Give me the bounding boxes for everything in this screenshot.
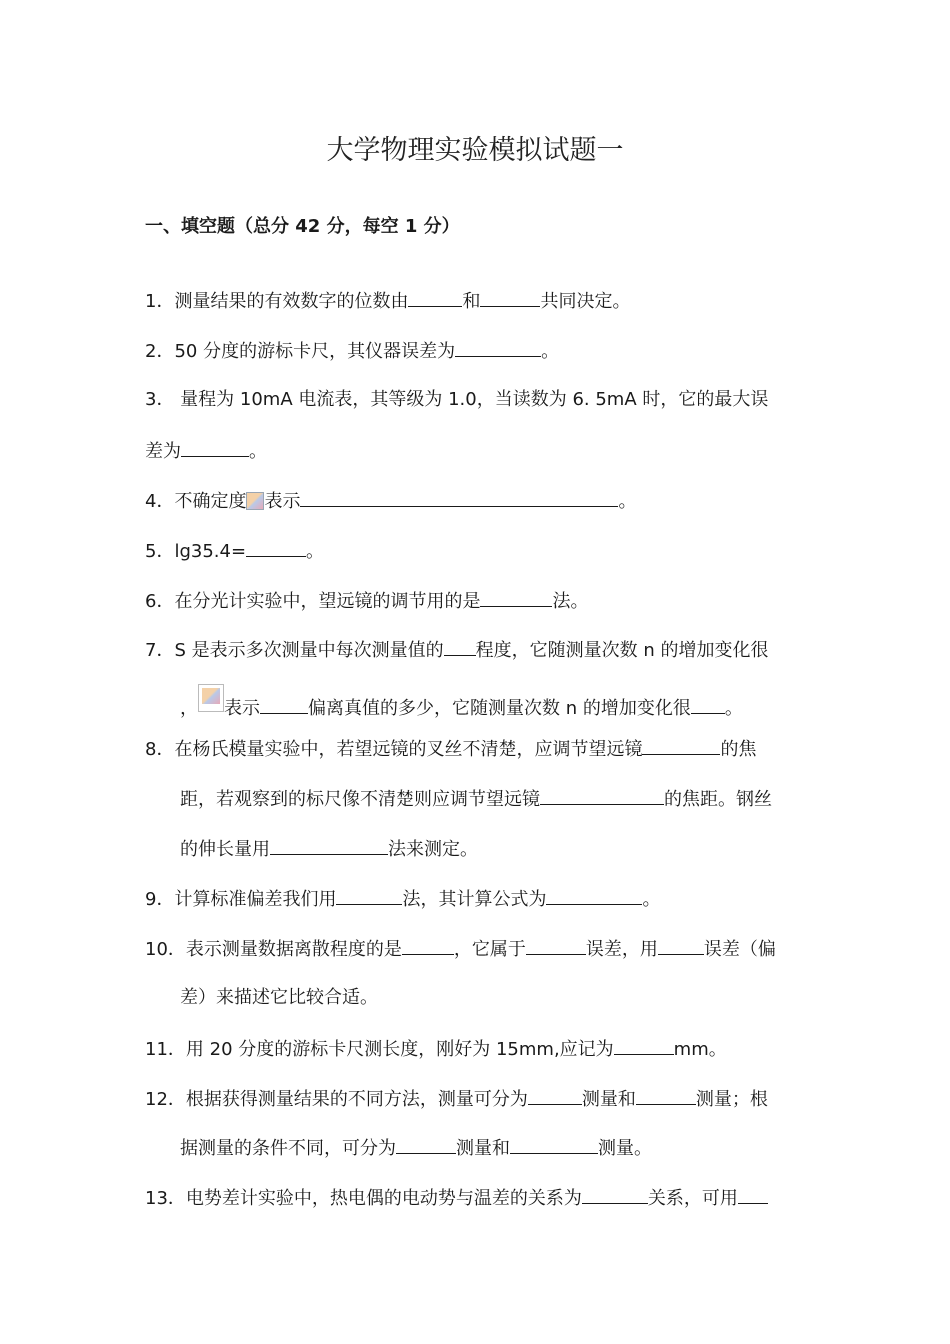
question-3: 3． 量程为 10mA 电流表，其等级为 1.0，当读数为 6. 5mA 时，它的最大误 [145, 389, 769, 410]
question-number: 3． [145, 389, 175, 410]
answer-blank[interactable] [636, 1086, 696, 1105]
answer-blank[interactable] [181, 438, 249, 457]
question-number: 11． [145, 1039, 186, 1060]
answer-blank[interactable] [444, 637, 476, 656]
question-8-continued-2: 的伸长量用 法来测定。 [180, 836, 478, 862]
question-7-continued: ， 表示 偏离真值的多少，它随测量次数 n 的增加变化很 。 [180, 684, 743, 721]
question-number: 6． [145, 591, 175, 612]
answer-blank[interactable] [480, 588, 552, 607]
question-7: 7．S 是表示多次测量中每次测量值的 程度，它随测量次数 n 的增加变化很 [145, 637, 768, 663]
question-number: 1． [145, 291, 175, 312]
question-6: 6．在分光计实验中，望远镜的调节用的是 法。 [145, 588, 588, 614]
question-12-continued: 据测量的条件不同，可分为 测量和 测量。 [180, 1135, 652, 1161]
question-11: 11．用 20 分度的游标卡尺测长度，刚好为 15mm,应记为 mm。 [145, 1036, 727, 1062]
answer-blank[interactable] [658, 936, 704, 955]
answer-blank[interactable] [408, 288, 462, 307]
question-10-continued: 差）来描述它比较合适。 [180, 987, 378, 1008]
answer-blank[interactable] [336, 886, 402, 905]
question-8: 8．在杨氏模量实验中，若望远镜的叉丝不清楚，应调节望远镜 的焦 [145, 736, 756, 762]
question-number: 8． [145, 739, 175, 760]
answer-blank[interactable] [480, 288, 540, 307]
question-4: 4．不确定度 表示 。 [145, 488, 636, 514]
answer-blank[interactable] [402, 936, 454, 955]
answer-blank[interactable] [528, 1086, 582, 1105]
question-number: 2． [145, 341, 175, 362]
question-12: 12．根据获得测量结果的不同方法，测量可分为 测量和 测量；根 [145, 1086, 768, 1112]
answer-blank[interactable] [614, 1036, 674, 1055]
question-13: 13．电势差计实验中，热电偶的电动势与温差的关系为 关系，可用 [145, 1185, 768, 1211]
question-3-continued: 差为 。 [145, 438, 267, 464]
question-5: 5．lg35.4= 。 [145, 538, 324, 564]
question-2: 2．50 分度的游标卡尺，其仪器误差为 。 [145, 338, 559, 364]
question-9: 9．计算标准偏差我们用 法，其计算公式为 。 [145, 886, 660, 912]
formula-image-icon [246, 492, 264, 510]
answer-blank[interactable] [642, 736, 720, 755]
question-number: 5． [145, 541, 175, 562]
answer-blank[interactable] [546, 886, 642, 905]
answer-blank[interactable] [738, 1185, 768, 1204]
section-heading: 一、填空题（总分 42 分，每空 1 分） [145, 216, 460, 237]
question-number: 12． [145, 1089, 186, 1110]
formula-image-icon [198, 684, 224, 712]
answer-blank[interactable] [260, 695, 308, 714]
question-number: 9． [145, 889, 175, 910]
answer-blank[interactable] [540, 786, 664, 805]
answer-blank[interactable] [526, 936, 586, 955]
question-number: 4． [145, 491, 175, 512]
page-title: 大学物理实验模拟试题一 [326, 135, 624, 166]
answer-blank[interactable] [246, 538, 306, 557]
answer-blank[interactable] [455, 338, 541, 357]
answer-blank[interactable] [691, 695, 725, 714]
question-10: 10．表示测量数据离散程度的是 ，它属于 误差，用 误差（偏 [145, 936, 776, 962]
question-number: 7． [145, 640, 175, 661]
answer-blank[interactable] [300, 488, 618, 507]
question-8-continued: 距，若观察到的标尺像不清楚则应调节望远镜 的焦距。钢丝 [180, 786, 772, 812]
question-number: 13． [145, 1188, 186, 1209]
question-1: 1．测量结果的有效数字的位数由 和 共同决定。 [145, 288, 630, 314]
answer-blank[interactable] [582, 1185, 648, 1204]
answer-blank[interactable] [510, 1135, 598, 1154]
question-number: 10． [145, 939, 186, 960]
answer-blank[interactable] [396, 1135, 456, 1154]
answer-blank[interactable] [270, 836, 388, 855]
